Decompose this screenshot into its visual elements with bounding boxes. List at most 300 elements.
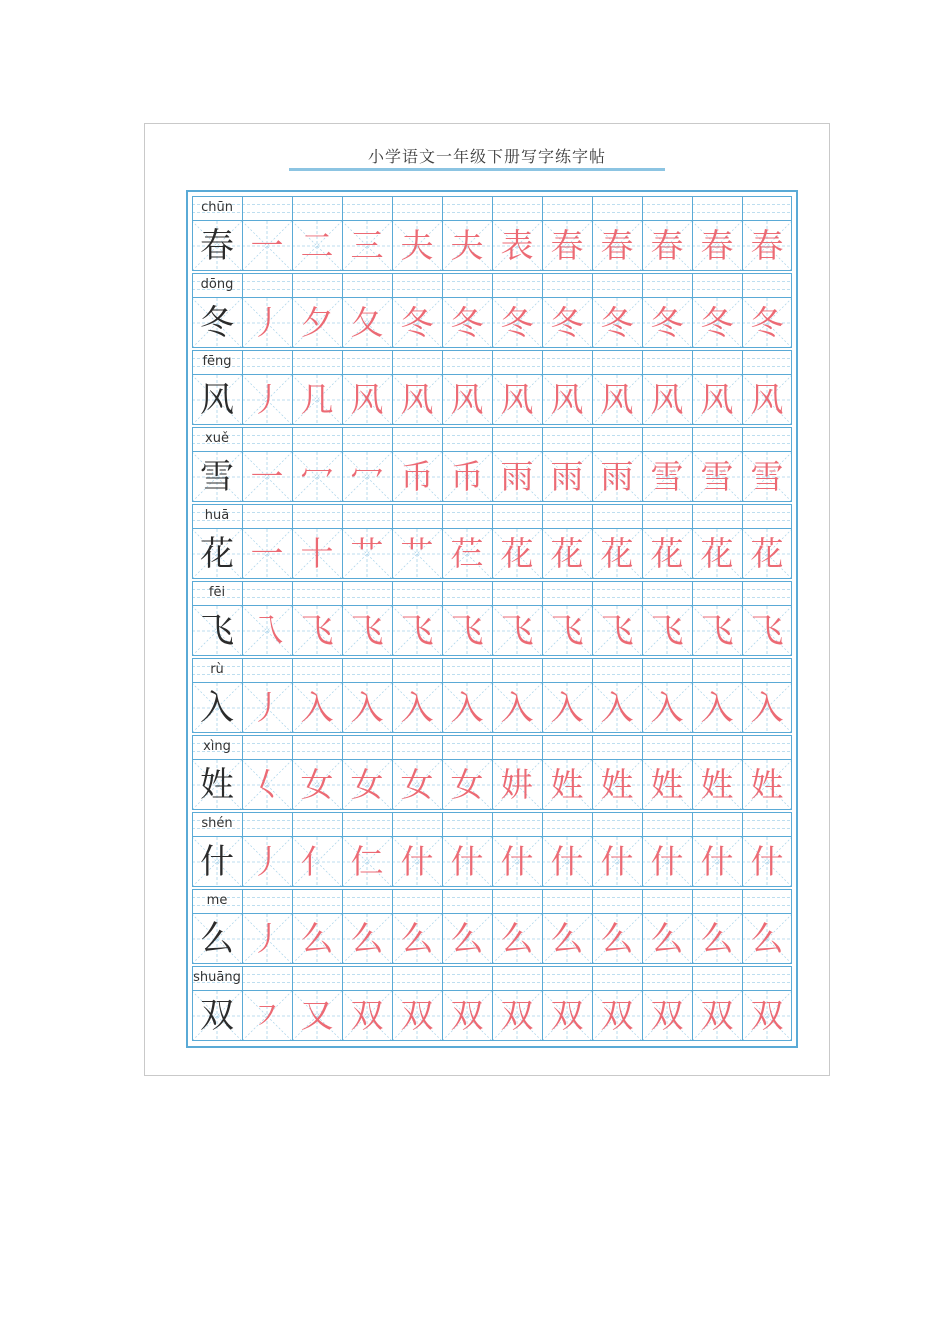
tracing-cell <box>342 991 392 1041</box>
stroke-order-step: 入 <box>500 688 534 727</box>
tracing-cell <box>542 760 592 810</box>
tracing-cell <box>392 991 442 1041</box>
model-character: 双 <box>200 996 234 1036</box>
stroke-order-step: 芢 <box>450 534 484 573</box>
tracing-cell <box>742 375 792 425</box>
tracing-cell <box>292 221 342 271</box>
tracing-cell <box>542 606 592 656</box>
character-band <box>192 221 792 271</box>
character-band <box>192 529 792 579</box>
tracing-cell <box>692 452 742 502</box>
pinyin-label: fēng <box>202 354 232 369</box>
tracing-cell <box>592 529 642 579</box>
tracing-cell <box>642 529 692 579</box>
tracing-cell <box>342 683 392 733</box>
tracing-cell <box>442 298 492 348</box>
stroke-order-step: 么 <box>300 919 334 958</box>
stroke-order-step: 双 <box>500 996 534 1035</box>
tracing-cell <box>392 683 442 733</box>
stroke-order-step: 𡿨 <box>250 765 284 804</box>
character-band <box>192 991 792 1041</box>
pinyin-label: xuě <box>205 431 229 446</box>
stroke-order-step: 飞 <box>350 611 384 650</box>
stroke-order-step: 双 <box>450 996 484 1035</box>
stroke-order-step: 么 <box>700 919 734 958</box>
pinyin-band <box>192 504 792 529</box>
stroke-order-step: 夂 <box>350 303 384 342</box>
tracing-cell <box>542 375 592 425</box>
model-character-cell <box>192 991 242 1041</box>
stroke-order-step: 双 <box>650 996 684 1035</box>
tracing-cell <box>342 298 392 348</box>
pinyin-band <box>192 196 792 221</box>
worksheet-page <box>144 123 830 1076</box>
tracing-cell <box>392 375 442 425</box>
tracing-cell <box>342 375 392 425</box>
practice-row <box>192 581 792 656</box>
stroke-order-step: 女 <box>350 765 384 804</box>
stroke-order-step: 什 <box>600 842 634 881</box>
tracing-cell <box>742 837 792 887</box>
stroke-order-step: 冬 <box>550 303 584 342</box>
tracing-cell <box>592 375 642 425</box>
tracing-cell <box>292 298 342 348</box>
tracing-cell <box>592 837 642 887</box>
model-character: 冬 <box>200 303 234 343</box>
stroke-order-step: 冬 <box>600 303 634 342</box>
stroke-order-step: 一 <box>250 534 284 573</box>
stroke-order-step: 什 <box>400 842 434 881</box>
stroke-order-step: 冖 <box>300 457 334 496</box>
stroke-order-step: 花 <box>600 534 634 573</box>
tracing-cell <box>642 837 692 887</box>
tracing-cell <box>742 221 792 271</box>
stroke-order-step: 花 <box>650 534 684 573</box>
model-character: 什 <box>200 842 234 882</box>
stroke-order-step: 飞 <box>400 611 434 650</box>
stroke-order-step: 几 <box>300 380 334 419</box>
tracing-cell <box>542 914 592 964</box>
tracing-cell <box>292 452 342 502</box>
stroke-order-step: 飞 <box>500 611 534 650</box>
pinyin-label: shuāng <box>193 970 241 985</box>
tracing-cell <box>492 914 542 964</box>
tracing-cell <box>292 837 342 887</box>
stroke-order-step: 什 <box>500 842 534 881</box>
tracing-cell <box>742 760 792 810</box>
tracing-cell <box>542 837 592 887</box>
stroke-order-step: 春 <box>750 226 784 265</box>
tracing-cell <box>292 914 342 964</box>
tracing-cell <box>542 991 592 1041</box>
tracing-cell <box>242 837 292 887</box>
tracing-cell <box>542 221 592 271</box>
tracing-cell <box>492 760 542 810</box>
stroke-order-step: 又 <box>300 996 334 1035</box>
stroke-order-step: 么 <box>500 919 534 958</box>
tracing-cell <box>392 914 442 964</box>
stroke-order-step: 什 <box>650 842 684 881</box>
model-character: 入 <box>200 688 234 728</box>
stroke-order-step: 一 <box>250 226 284 265</box>
tracing-cell <box>242 606 292 656</box>
tracing-cell <box>692 298 742 348</box>
tracing-cell <box>442 221 492 271</box>
tracing-cell <box>392 606 442 656</box>
tracing-cell <box>592 914 642 964</box>
tracing-cell <box>642 606 692 656</box>
tracing-cell <box>742 606 792 656</box>
tracing-cell <box>442 837 492 887</box>
tracing-cell <box>692 991 742 1041</box>
tracing-cell <box>642 221 692 271</box>
character-band <box>192 914 792 964</box>
tracing-cell <box>292 375 342 425</box>
tracing-cell <box>742 914 792 964</box>
stroke-order-step: 雨 <box>550 457 584 496</box>
tracing-cell <box>492 221 542 271</box>
stroke-order-step: 女 <box>300 765 334 804</box>
practice-row <box>192 658 792 733</box>
tracing-cell <box>392 837 442 887</box>
tracing-cell <box>592 606 642 656</box>
tracing-cell <box>492 991 542 1041</box>
stroke-order-step: 飞 <box>750 611 784 650</box>
stroke-order-step: 三 <box>350 226 384 265</box>
stroke-order-step: 入 <box>600 688 634 727</box>
tracing-cell <box>692 606 742 656</box>
tracing-cell <box>392 221 442 271</box>
tracing-cell <box>692 914 742 964</box>
pinyin-label: me <box>206 893 228 908</box>
pinyin-band <box>192 658 792 683</box>
stroke-order-step: 飞 <box>550 611 584 650</box>
tracing-cell <box>742 991 792 1041</box>
tracing-cell <box>342 529 392 579</box>
model-character-cell <box>192 837 242 887</box>
practice-row <box>192 350 792 425</box>
stroke-order-step: 春 <box>600 226 634 265</box>
character-band <box>192 837 792 887</box>
stroke-order-step: 入 <box>400 688 434 727</box>
tracing-cell <box>442 606 492 656</box>
tracing-cell <box>292 529 342 579</box>
stroke-order-step: 币 <box>450 457 484 496</box>
tracing-cell <box>642 375 692 425</box>
stroke-order-step: 花 <box>700 534 734 573</box>
stroke-order-step: 冬 <box>400 303 434 342</box>
stroke-order-step: 夫 <box>400 226 434 265</box>
stroke-order-step: ㇇ <box>250 996 284 1035</box>
stroke-order-step: 雪 <box>650 457 684 496</box>
tracing-cell <box>242 991 292 1041</box>
stroke-order-step: 二 <box>300 226 334 265</box>
stroke-order-step: 雪 <box>750 457 784 496</box>
pinyin-label: dōng <box>200 277 234 292</box>
stroke-order-step: 么 <box>450 919 484 958</box>
tracing-cell <box>692 837 742 887</box>
tracing-cell <box>742 683 792 733</box>
pinyin-band <box>192 350 792 375</box>
character-band <box>192 298 792 348</box>
model-character-cell <box>192 683 242 733</box>
character-band <box>192 760 792 810</box>
tracing-cell <box>242 760 292 810</box>
tracing-cell <box>442 760 492 810</box>
pinyin-band <box>192 273 792 298</box>
tracing-cell <box>442 529 492 579</box>
tracing-cell <box>342 221 392 271</box>
stroke-order-step: 表 <box>500 226 534 265</box>
stroke-order-step: 冖 <box>350 457 384 496</box>
tracing-cell <box>342 606 392 656</box>
stroke-order-step: 双 <box>750 996 784 1035</box>
stroke-order-step: 冬 <box>500 303 534 342</box>
tracing-cell <box>542 683 592 733</box>
tracing-cell <box>242 452 292 502</box>
tracing-cell <box>492 298 542 348</box>
stroke-order-step: 么 <box>650 919 684 958</box>
tracing-cell <box>292 606 342 656</box>
pinyin-band <box>192 812 792 837</box>
stroke-order-step: 丿 <box>250 842 284 881</box>
pinyin-label: huā <box>204 508 230 523</box>
tracing-cell <box>742 452 792 502</box>
stroke-order-step: 风 <box>500 380 534 419</box>
character-band <box>192 683 792 733</box>
tracing-cell <box>742 298 792 348</box>
stroke-order-step: 丿 <box>250 380 284 419</box>
stroke-order-step: 么 <box>750 919 784 958</box>
practice-row <box>192 889 792 964</box>
pinyin-label: fēi <box>208 585 226 600</box>
worksheet-title: 小学语文一年级下册写字练字帖 <box>367 147 606 166</box>
tracing-cell <box>392 529 442 579</box>
stroke-order-step: 飞 <box>650 611 684 650</box>
tracing-cell <box>292 760 342 810</box>
stroke-order-step: 风 <box>350 380 384 419</box>
tracing-cell <box>492 606 542 656</box>
model-character-cell <box>192 221 242 271</box>
model-character: 飞 <box>200 611 234 651</box>
tracing-cell <box>442 683 492 733</box>
tracing-cell <box>342 914 392 964</box>
model-character: 姓 <box>200 765 234 805</box>
stroke-order-step: 风 <box>600 380 634 419</box>
tracing-cell <box>292 991 342 1041</box>
tracing-cell <box>492 529 542 579</box>
pinyin-band <box>192 581 792 606</box>
tracing-cell <box>592 760 642 810</box>
stroke-order-step: 双 <box>550 996 584 1035</box>
tracing-cell <box>442 991 492 1041</box>
tracing-cell <box>442 914 492 964</box>
character-band <box>192 606 792 656</box>
tracing-cell <box>592 683 642 733</box>
model-character: 花 <box>200 534 234 574</box>
model-character-cell <box>192 914 242 964</box>
pinyin-band <box>192 966 792 991</box>
stroke-order-step: 什 <box>750 842 784 881</box>
tracing-cell <box>242 914 292 964</box>
practice-row <box>192 196 792 271</box>
stroke-order-step: 姓 <box>750 765 784 804</box>
tracing-cell <box>392 298 442 348</box>
stroke-order-step: 丿 <box>250 688 284 727</box>
tracing-cell <box>442 452 492 502</box>
practice-row <box>192 966 792 1041</box>
tracing-cell <box>542 298 592 348</box>
tracing-cell <box>492 452 542 502</box>
stroke-order-step: 妌 <box>500 765 534 804</box>
character-band <box>192 452 792 502</box>
stroke-order-step: 夕 <box>300 303 334 342</box>
tracing-cell <box>592 221 642 271</box>
tracing-cell <box>642 298 692 348</box>
tracing-cell <box>592 298 642 348</box>
tracing-cell <box>242 375 292 425</box>
stroke-order-step: 么 <box>600 919 634 958</box>
tracing-cell <box>642 760 692 810</box>
stroke-order-step: 飞 <box>300 611 334 650</box>
stroke-order-step: 姓 <box>650 765 684 804</box>
stroke-order-step: 风 <box>550 380 584 419</box>
stroke-order-step: 女 <box>450 765 484 804</box>
model-character: 春 <box>200 226 234 266</box>
stroke-order-step: 姓 <box>700 765 734 804</box>
stroke-order-step: 艹 <box>400 534 434 573</box>
tracing-cell <box>542 529 592 579</box>
model-character-cell <box>192 298 242 348</box>
practice-row <box>192 427 792 502</box>
stroke-order-step: 夫 <box>450 226 484 265</box>
tracing-cell <box>692 375 742 425</box>
pinyin-label: xìng <box>203 739 231 754</box>
stroke-order-step: 一 <box>250 457 284 496</box>
stroke-order-step: 冬 <box>700 303 734 342</box>
model-character-cell <box>192 760 242 810</box>
stroke-order-step: 么 <box>400 919 434 958</box>
stroke-order-step: 入 <box>700 688 734 727</box>
model-character-cell <box>192 606 242 656</box>
stroke-order-step: 花 <box>500 534 534 573</box>
stroke-order-step: 入 <box>300 688 334 727</box>
stroke-order-step: 春 <box>550 226 584 265</box>
character-band <box>192 375 792 425</box>
stroke-order-step: 春 <box>700 226 734 265</box>
practice-row <box>192 504 792 579</box>
model-character: 雪 <box>200 457 234 497</box>
tracing-cell <box>492 683 542 733</box>
stroke-order-step: 飞 <box>450 611 484 650</box>
pinyin-band <box>192 735 792 760</box>
tracing-cell <box>492 375 542 425</box>
tracing-cell <box>342 452 392 502</box>
model-character-cell <box>192 452 242 502</box>
tracing-cell <box>692 683 742 733</box>
stroke-order-step: 冬 <box>450 303 484 342</box>
practice-grid <box>186 190 798 1048</box>
stroke-order-step: 风 <box>650 380 684 419</box>
tracing-cell <box>242 529 292 579</box>
stroke-order-step: 入 <box>550 688 584 727</box>
practice-row <box>192 812 792 887</box>
tracing-cell <box>342 837 392 887</box>
stroke-order-step: 双 <box>700 996 734 1035</box>
stroke-order-step: 入 <box>650 688 684 727</box>
stroke-order-step: 春 <box>650 226 684 265</box>
stroke-order-step: 么 <box>550 919 584 958</box>
pinyin-label: shén <box>201 816 233 831</box>
stroke-order-step: 风 <box>400 380 434 419</box>
stroke-order-step: 入 <box>450 688 484 727</box>
tracing-cell <box>542 452 592 502</box>
stroke-order-step: 艹 <box>350 534 384 573</box>
tracing-cell <box>642 452 692 502</box>
stroke-order-step: 丿 <box>250 303 284 342</box>
stroke-order-step: 风 <box>700 380 734 419</box>
tracing-cell <box>242 298 292 348</box>
stroke-order-step: 花 <box>550 534 584 573</box>
tracing-cell <box>642 683 692 733</box>
tracing-cell <box>592 991 642 1041</box>
model-character: 么 <box>200 919 234 959</box>
tracing-cell <box>592 452 642 502</box>
stroke-order-step: 双 <box>600 996 634 1035</box>
pinyin-label: chūn <box>201 200 233 215</box>
pinyin-band <box>192 889 792 914</box>
tracing-cell <box>442 375 492 425</box>
tracing-cell <box>392 452 442 502</box>
stroke-order-step: 姓 <box>600 765 634 804</box>
tracing-cell <box>692 529 742 579</box>
tracing-cell <box>392 760 442 810</box>
stroke-order-step: 风 <box>450 380 484 419</box>
tracing-cell <box>642 991 692 1041</box>
stroke-order-step: 亻 <box>300 842 334 881</box>
pinyin-label: rù <box>210 662 224 677</box>
tracing-cell <box>492 837 542 887</box>
practice-row <box>192 273 792 348</box>
stroke-order-step: 雪 <box>700 457 734 496</box>
pinyin-band <box>192 427 792 452</box>
stroke-order-step: 双 <box>350 996 384 1035</box>
stroke-order-step: 仁 <box>350 842 384 881</box>
stroke-order-step: 飞 <box>700 611 734 650</box>
tracing-cell <box>242 683 292 733</box>
tracing-cell <box>692 221 742 271</box>
stroke-order-step: 十 <box>300 534 334 573</box>
stroke-order-step: 什 <box>450 842 484 881</box>
stroke-order-step: 女 <box>400 765 434 804</box>
stroke-order-step: 乁 <box>250 611 284 650</box>
stroke-order-step: 入 <box>350 688 384 727</box>
model-character: 风 <box>200 380 234 420</box>
model-character-cell <box>192 375 242 425</box>
model-character-cell <box>192 529 242 579</box>
stroke-order-step: 丿 <box>250 919 284 958</box>
stroke-order-step: 双 <box>400 996 434 1035</box>
stroke-order-step: 雨 <box>500 457 534 496</box>
stroke-order-step: 什 <box>700 842 734 881</box>
practice-row <box>192 735 792 810</box>
stroke-order-step: 风 <box>750 380 784 419</box>
tracing-cell <box>692 760 742 810</box>
stroke-order-step: 飞 <box>600 611 634 650</box>
stroke-order-step: 币 <box>400 457 434 496</box>
stroke-order-step: 什 <box>550 842 584 881</box>
stroke-order-step: 姓 <box>550 765 584 804</box>
